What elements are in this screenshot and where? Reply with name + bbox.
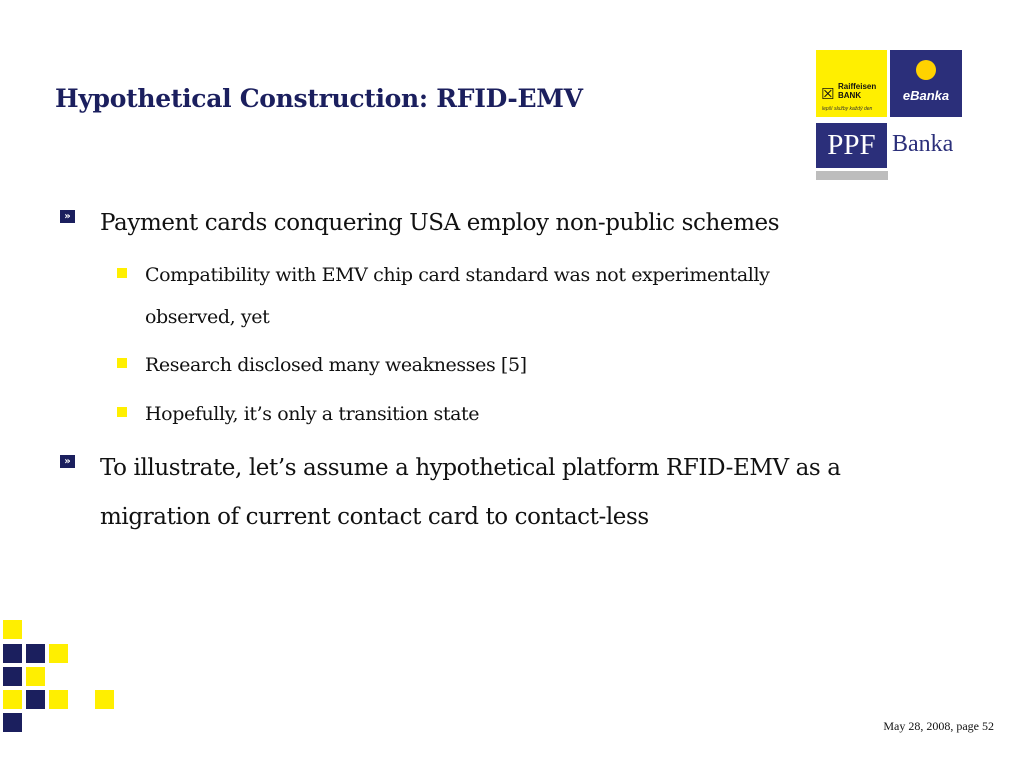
double-chevron-right-icon: » bbox=[60, 455, 75, 468]
slide-footer: May 28, 2008, page 52 bbox=[883, 719, 994, 733]
deco-square bbox=[26, 667, 45, 686]
sub-bullet-text: Compatibility with EMV chip card standard was not experimentally observed, yet bbox=[145, 264, 770, 328]
deco-square bbox=[26, 690, 45, 709]
sub-bullet-text: Research disclosed many weaknesses [5] bbox=[145, 354, 527, 376]
raiffeisen-logo-line1: Raiffeisen bbox=[838, 82, 877, 91]
bullet-text: Payment cards conquering USA employ non-public schemes bbox=[100, 210, 780, 236]
sub-bullet-item bbox=[117, 254, 857, 338]
decorative-squares bbox=[0, 620, 120, 740]
deco-square bbox=[3, 620, 22, 639]
deco-square bbox=[3, 644, 22, 663]
raiffeisen-logo-line2: BANK bbox=[838, 91, 862, 100]
deco-square bbox=[3, 667, 22, 686]
double-chevron-right-icon: » bbox=[60, 210, 75, 223]
deco-square bbox=[49, 690, 68, 709]
ppf-logo-mark: PPF bbox=[816, 123, 887, 168]
sub-bullet-item bbox=[117, 344, 857, 386]
slide-title: Hypothetical Construction: RFID-EMV bbox=[55, 84, 583, 113]
bullet-item bbox=[60, 444, 910, 542]
deco-square bbox=[95, 690, 114, 709]
deco-square bbox=[3, 713, 22, 732]
ppf-logo-name: Banka bbox=[892, 131, 954, 157]
bullet-text: To illustrate, let’s assume a hypothetical platform RFID-EMV as a migration of current contact card to contact-less bbox=[100, 455, 841, 530]
sub-bullet-text: Hopefully, it’s only a transition state bbox=[145, 403, 480, 425]
yellow-square-icon bbox=[117, 358, 127, 368]
deco-square bbox=[3, 690, 22, 709]
raiffeisen-gable-icon: ☒ bbox=[821, 85, 835, 103]
bullet-item bbox=[60, 199, 910, 248]
deco-square bbox=[26, 644, 45, 663]
yellow-square-icon bbox=[117, 407, 127, 417]
yellow-square-icon bbox=[117, 268, 127, 278]
sub-bullet-item bbox=[117, 393, 857, 435]
ebanka-logo-name: eBanka bbox=[902, 88, 950, 103]
deco-square bbox=[49, 644, 68, 663]
raiffeisen-logo-tagline: lepší služby každý den bbox=[822, 106, 873, 112]
